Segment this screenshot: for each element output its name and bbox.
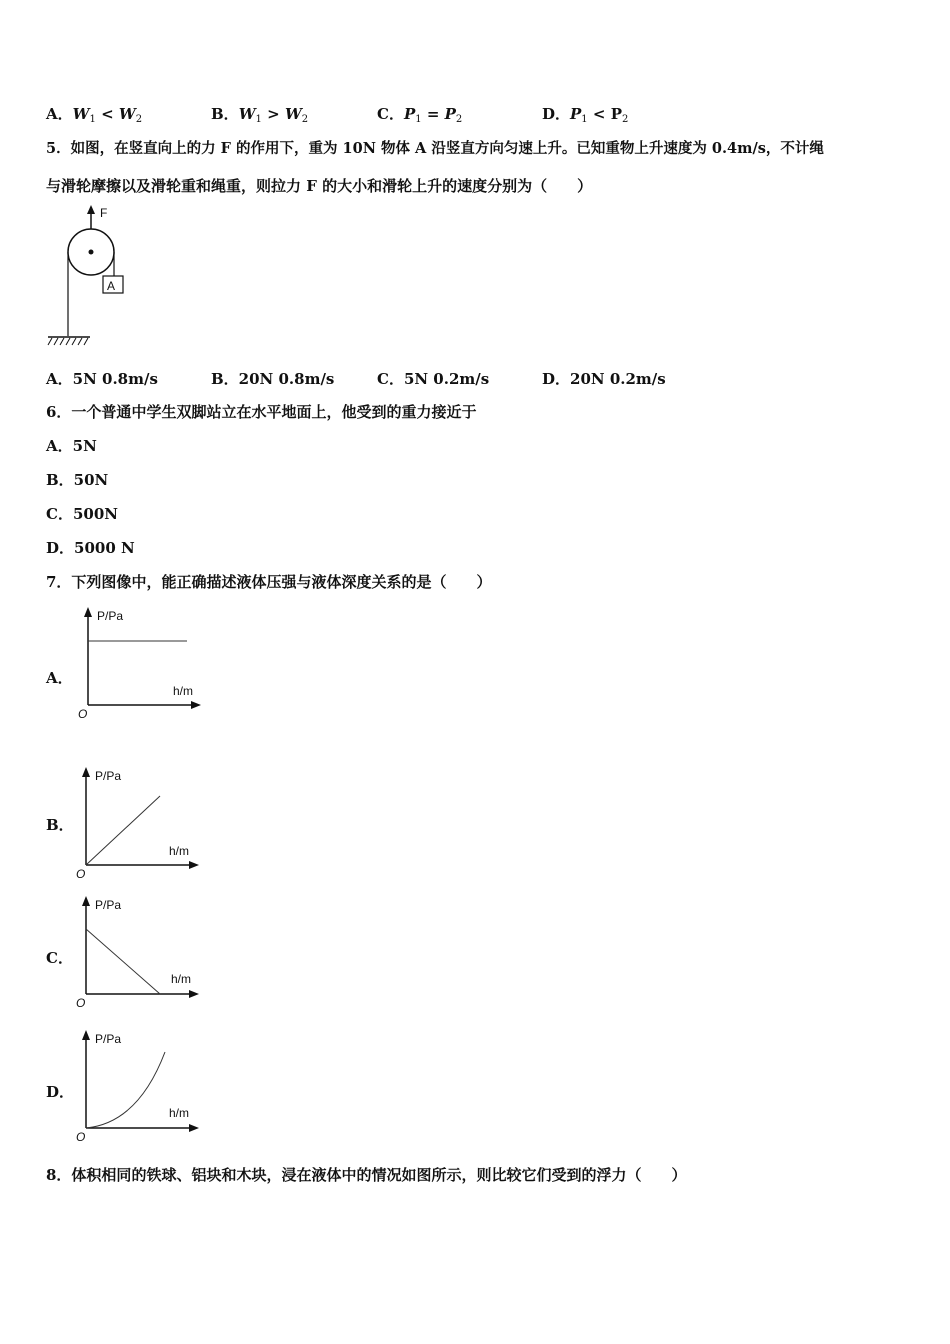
q6-option-b: B．50N bbox=[46, 471, 109, 489]
ground-hatching bbox=[48, 338, 88, 345]
q5-option-a: A．5N 0.8m/s bbox=[46, 370, 158, 388]
graph-b-curve bbox=[86, 796, 160, 865]
q5-stem-line2: 与滑轮摩擦以及滑轮重和绳重，则拉力 F 的大小和滑轮上升的速度分别为（ ） bbox=[46, 177, 593, 195]
q7-graph-d-label: D． bbox=[46, 1083, 75, 1101]
q5-stem-line1: 5．如图，在竖直向上的力 F 的作用下，重为 10N 物体 A 沿竖直方向匀速上升。已知重物上升速度为 0.4m/s，不计绳 bbox=[46, 140, 824, 157]
svg-text:h/m: h/m bbox=[173, 684, 194, 698]
q4-option-a: A．$W_1 < W_2$ bbox=[46, 105, 143, 125]
svg-text:P/Pa: P/Pa bbox=[95, 1032, 122, 1046]
q5-option-d: D．20N 0.2m/s bbox=[542, 370, 666, 388]
q6-option-d: D．5000 N bbox=[46, 539, 135, 557]
q7-graph-b bbox=[73, 765, 203, 880]
svg-text:P/Pa: P/Pa bbox=[95, 769, 122, 783]
q4-option-b: B．$W_1 > W_2$ bbox=[211, 105, 309, 125]
pulley-figure bbox=[40, 200, 160, 350]
graph-d-curve bbox=[86, 1052, 165, 1128]
q7-graph-a bbox=[75, 605, 205, 720]
force-label: F bbox=[100, 206, 108, 220]
svg-text:h/m: h/m bbox=[169, 844, 190, 858]
svg-text:h/m: h/m bbox=[171, 972, 192, 986]
q5-option-c: C．5N 0.2m/s bbox=[377, 370, 490, 388]
q5-option-b: B．20N 0.8m/s bbox=[211, 370, 335, 388]
force-arrowhead bbox=[87, 205, 95, 214]
q6-option-a: A．5N bbox=[46, 437, 97, 455]
q7-graph-c bbox=[73, 894, 203, 1009]
graph-c-curve bbox=[86, 929, 160, 994]
q4-option-c: C．$P_1 = P_2$ bbox=[377, 105, 463, 125]
q6-option-c: C．500N bbox=[46, 505, 118, 523]
svg-text:P/Pa: P/Pa bbox=[95, 898, 122, 912]
q7-graph-b-label: B． bbox=[46, 816, 74, 834]
svg-text:O: O bbox=[76, 867, 86, 881]
svg-text:O: O bbox=[76, 996, 86, 1010]
pulley-axle bbox=[89, 250, 94, 255]
q7-graph-c-label: C． bbox=[46, 949, 73, 967]
svg-text:O: O bbox=[78, 707, 88, 721]
q4-option-d: D．$P_1 < P_2$ bbox=[542, 105, 629, 125]
svg-text:O: O bbox=[76, 1130, 86, 1144]
q6-stem: 6．一个普通中学生双脚站立在水平地面上，他受到的重力接近于 bbox=[46, 403, 477, 421]
svg-text:P/Pa: P/Pa bbox=[97, 609, 124, 623]
q7-graph-d bbox=[73, 1028, 203, 1143]
q7-graph-a-label: A． bbox=[46, 669, 73, 687]
svg-text:h/m: h/m bbox=[169, 1106, 190, 1120]
q7-stem: 7．下列图像中，能正确描述液体压强与液体深度关系的是（ ） bbox=[46, 573, 492, 591]
q8-stem: 8．体积相同的铁球、铝块和木块，浸在液体中的情况如图所示，则比较它们受到的浮力（ ） bbox=[46, 1166, 687, 1184]
block-label: A bbox=[107, 279, 116, 293]
